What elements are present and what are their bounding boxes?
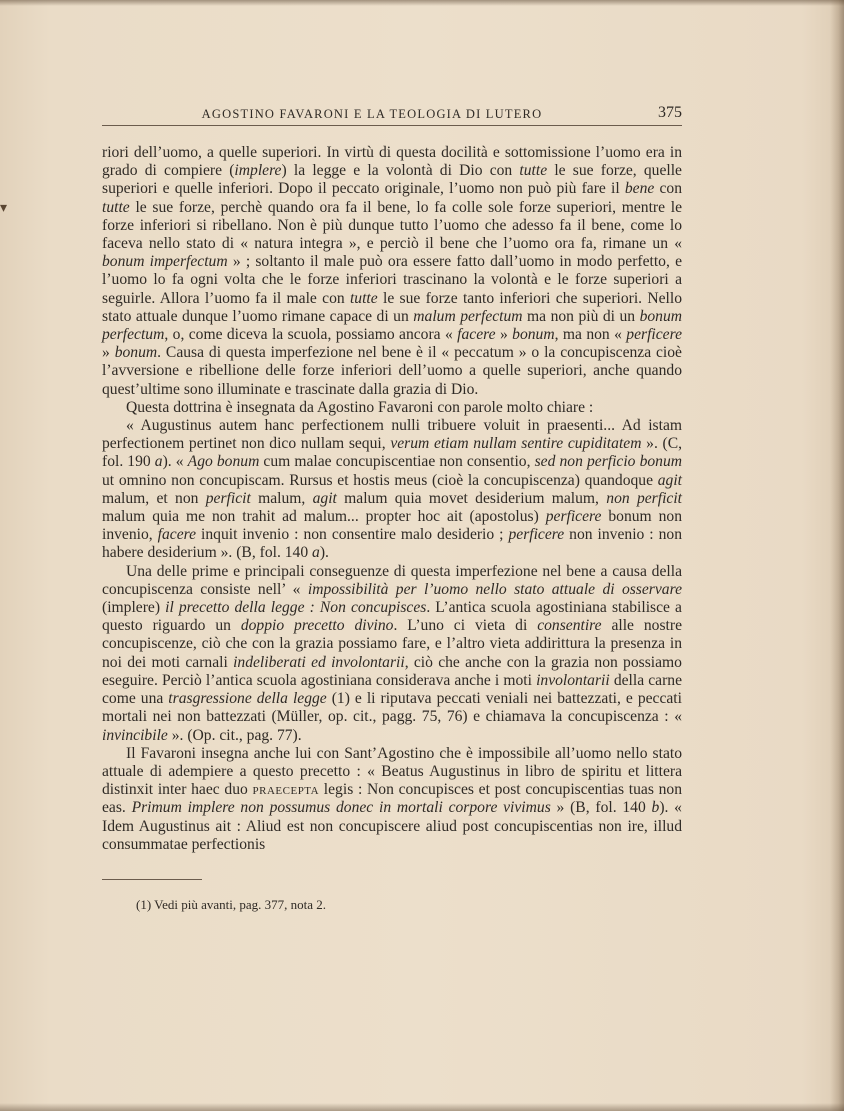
- italic-run: a: [312, 544, 320, 562]
- italic-run: il precetto della legge : Non concupisces: [165, 599, 427, 617]
- text-run: bonum non invenio,: [102, 508, 682, 544]
- text-run: ». (C, fol. 190: [102, 435, 683, 471]
- italic-run: bonum perfectum: [102, 307, 683, 344]
- italic-run: doppio precetto divino: [240, 617, 394, 635]
- italic-run: impossibilità per l’uomo nello stato attuale di osservare: [307, 580, 682, 598]
- italic-run: invincibile: [102, 726, 168, 744]
- text-run: malum quia movet desiderium malum,: [336, 489, 607, 507]
- italic-run: non perficit: [606, 489, 682, 507]
- text-run: ). « Idem Augustinus ait : Aliud est non concupiscere aliud post concupiscentias non ire, illud consummatae perfectionis: [102, 799, 682, 853]
- text-run: »: [102, 344, 115, 362]
- italic-run: verum etiam nullam sentire cupiditatem: [390, 435, 642, 453]
- italic-run: perficere: [508, 526, 565, 544]
- footnote-rule: [102, 879, 202, 880]
- running-title: AGOSTINO FAVARONI E LA TEOLOGIA DI LUTERO: [201, 107, 543, 121]
- italic-run: bonum: [114, 344, 158, 362]
- italic-run: b: [651, 799, 660, 817]
- italic-run: a: [154, 453, 163, 471]
- text-run: le sue forze, perchè quando ora fa il bene, lo fa colle sole forze superiori, mentre le forze inferiori si ribellano. Non è più dunque tutto l’uomo che adesso fa il bene, come lo faceva nello stato di « natura integra », e perciò il bene che l’uomo ora fa, rimane un «: [102, 198, 682, 253]
- page-right-edge-shadow: [830, 0, 844, 1111]
- margin-mark: ▾: [0, 201, 8, 216]
- text-run: ». (Op. cit., pag. 77).: [167, 726, 302, 744]
- text-run: legis : Non concupisces et post concupiscentias tuas non eas.: [102, 781, 682, 817]
- italic-run: perficere: [545, 508, 602, 526]
- text-run: le sue forze, quelle superiori e quelle inferiori. Dopo il peccato originale, l’uomo non può più fare il: [102, 162, 682, 198]
- text-run: Questa dottrina è insegnata da Agostino Favaroni con parole molto chiare :: [126, 398, 594, 416]
- text-run: ma non più di un: [522, 307, 640, 325]
- italic-run: implere: [234, 162, 282, 180]
- text-run: » ; soltanto il male può ora essere fatto dall’uomo in modo perfetto, e l’uomo lo fa ogni volta che le forze inferiori trascinano la volontà e le forze superiori a seguirle. Allora l’uomo fa il male con: [102, 253, 683, 307]
- italic-run: bene: [624, 180, 655, 198]
- italic-run: indeliberati ed involontarii: [233, 653, 405, 671]
- italic-run: facere: [457, 326, 496, 344]
- italic-run: bonum: [512, 326, 555, 344]
- italic-run: tutte: [519, 162, 548, 180]
- paragraph: [102, 745, 682, 854]
- italic-run: Ago bonum: [187, 453, 260, 471]
- italic-run: bonum imperfectum: [102, 253, 228, 271]
- text-run: « Augustinus autem hanc perfectionem nulli tribuere voluit in praesenti... Ad istam perfectionem pertinet non dico nullam sequi,: [102, 417, 682, 453]
- text-run: (1) e li riputava peccati veniali nei battezzati, e peccati mortali nei non battezzati (Müller, op. cit., pagg. 75, 76) e chiamava la concupiscenza : «: [102, 690, 682, 726]
- italic-run: agit: [312, 489, 337, 507]
- page-top-shadow: [0, 0, 844, 6]
- running-head: [102, 104, 682, 126]
- text-run: le sue forze tanto inferiori che superiori. Nello stato attuale dunque l’uomo rimane capace di un: [102, 289, 683, 325]
- text-run: , ma non «: [554, 326, 627, 344]
- paragraph: [102, 144, 682, 399]
- italic-run: involontarii: [536, 671, 610, 689]
- italic-run: sed non perficio bonum: [534, 453, 683, 471]
- paragraph: [102, 563, 682, 745]
- smallcaps-run: praecepta: [252, 781, 320, 799]
- text-run: riori dell’uomo, a quelle superiori. In virtù di questa docilità e sottomissione l’uomo era in grado di compiere (: [102, 144, 682, 180]
- italic-run: perficit: [205, 489, 251, 507]
- italic-run: facere: [157, 526, 197, 544]
- text-run: con: [654, 180, 682, 198]
- page-bottom-shadow: [0, 1103, 844, 1111]
- text-run: Una delle prime e principali conseguenze di questa imperfezione nel bene a causa della concupiscenza consiste nell’ «: [102, 562, 682, 598]
- text-run: , o, come diceva la scuola, possiamo ancora «: [164, 326, 458, 344]
- text-run: malum,: [250, 489, 313, 507]
- italic-run: tutte: [349, 289, 378, 307]
- text-run: . L’antica scuola agostiniana stabilisce a questo riguardo un: [102, 599, 682, 635]
- text-run: ). «: [162, 453, 188, 471]
- italic-run: Primum implere non possumus donec in mortali corpore vivimus: [131, 799, 551, 817]
- italic-run: agit: [657, 471, 682, 489]
- text-run: . L’uno ci vieta di: [393, 617, 538, 635]
- italic-run: malum perfectum: [413, 307, 523, 325]
- body-text: [102, 144, 682, 854]
- text-run: ) la legge e la volontà di Dio con: [281, 162, 520, 180]
- header-rule: [102, 125, 682, 126]
- text-run: non invenio : non habere desiderium ». (B, fol. 140: [102, 526, 682, 562]
- text-run: ut omnino non concupiscam. Rursus et hostis meus (cioè la concupiscenza) quandoque: [102, 471, 658, 489]
- page-number: 375: [658, 104, 682, 121]
- text-run: Il Favaroni insegna anche lui con Sant’Agostino che è impossibile all’uomo nello stato attuale di adempiere a questo precetto : « Beatus Augustinus in libro de spiritu et littera distinxit inter haec duo: [102, 744, 682, 799]
- text-run: malum quia me non trahit ad malum... propter hoc ait (apostolus): [102, 508, 546, 526]
- italic-run: perficere: [626, 326, 683, 344]
- text-run: » (B, fol. 140: [550, 799, 652, 817]
- text-run: della carne come una: [102, 671, 682, 708]
- footnote: (1) Vedi più avanti, pag. 377, nota 2.: [136, 897, 327, 912]
- text-run: cum malae concupiscentiae non consentio,: [259, 453, 535, 471]
- text-run: inquit invenio : non consentire malo desiderio ;: [196, 526, 509, 544]
- quotation-paragraph: [102, 417, 682, 563]
- text-run: »: [495, 326, 513, 344]
- text-run: , ciò che anche con la grazia non possiamo eseguire. Perciò l’antica scuola agostiniana considerava anche i moti: [102, 653, 682, 689]
- italic-run: tutte: [102, 198, 130, 216]
- italic-run: consentire: [537, 617, 602, 635]
- italic-run: trasgressione della legge: [168, 690, 327, 708]
- text-run: ).: [319, 544, 329, 562]
- text-run: (implere): [102, 599, 166, 617]
- paragraph: [102, 399, 682, 417]
- text-run: . Causa di questa imperfezione nel bene è il « peccatum » o la concupiscenza cioè l’avversione e ribellione delle forze inferiori dell’uomo a quelle superiori, anche quando quest’ultime sono illuminate e trascinate dalla grazia di Dio.: [102, 344, 682, 398]
- text-run: alle nostre concupiscenze, ciò che con la grazia possiamo fare, e l’altro vieta addirittura la presenza in noi dei moti carnali: [102, 617, 682, 671]
- text-run: malum, et non: [102, 489, 206, 507]
